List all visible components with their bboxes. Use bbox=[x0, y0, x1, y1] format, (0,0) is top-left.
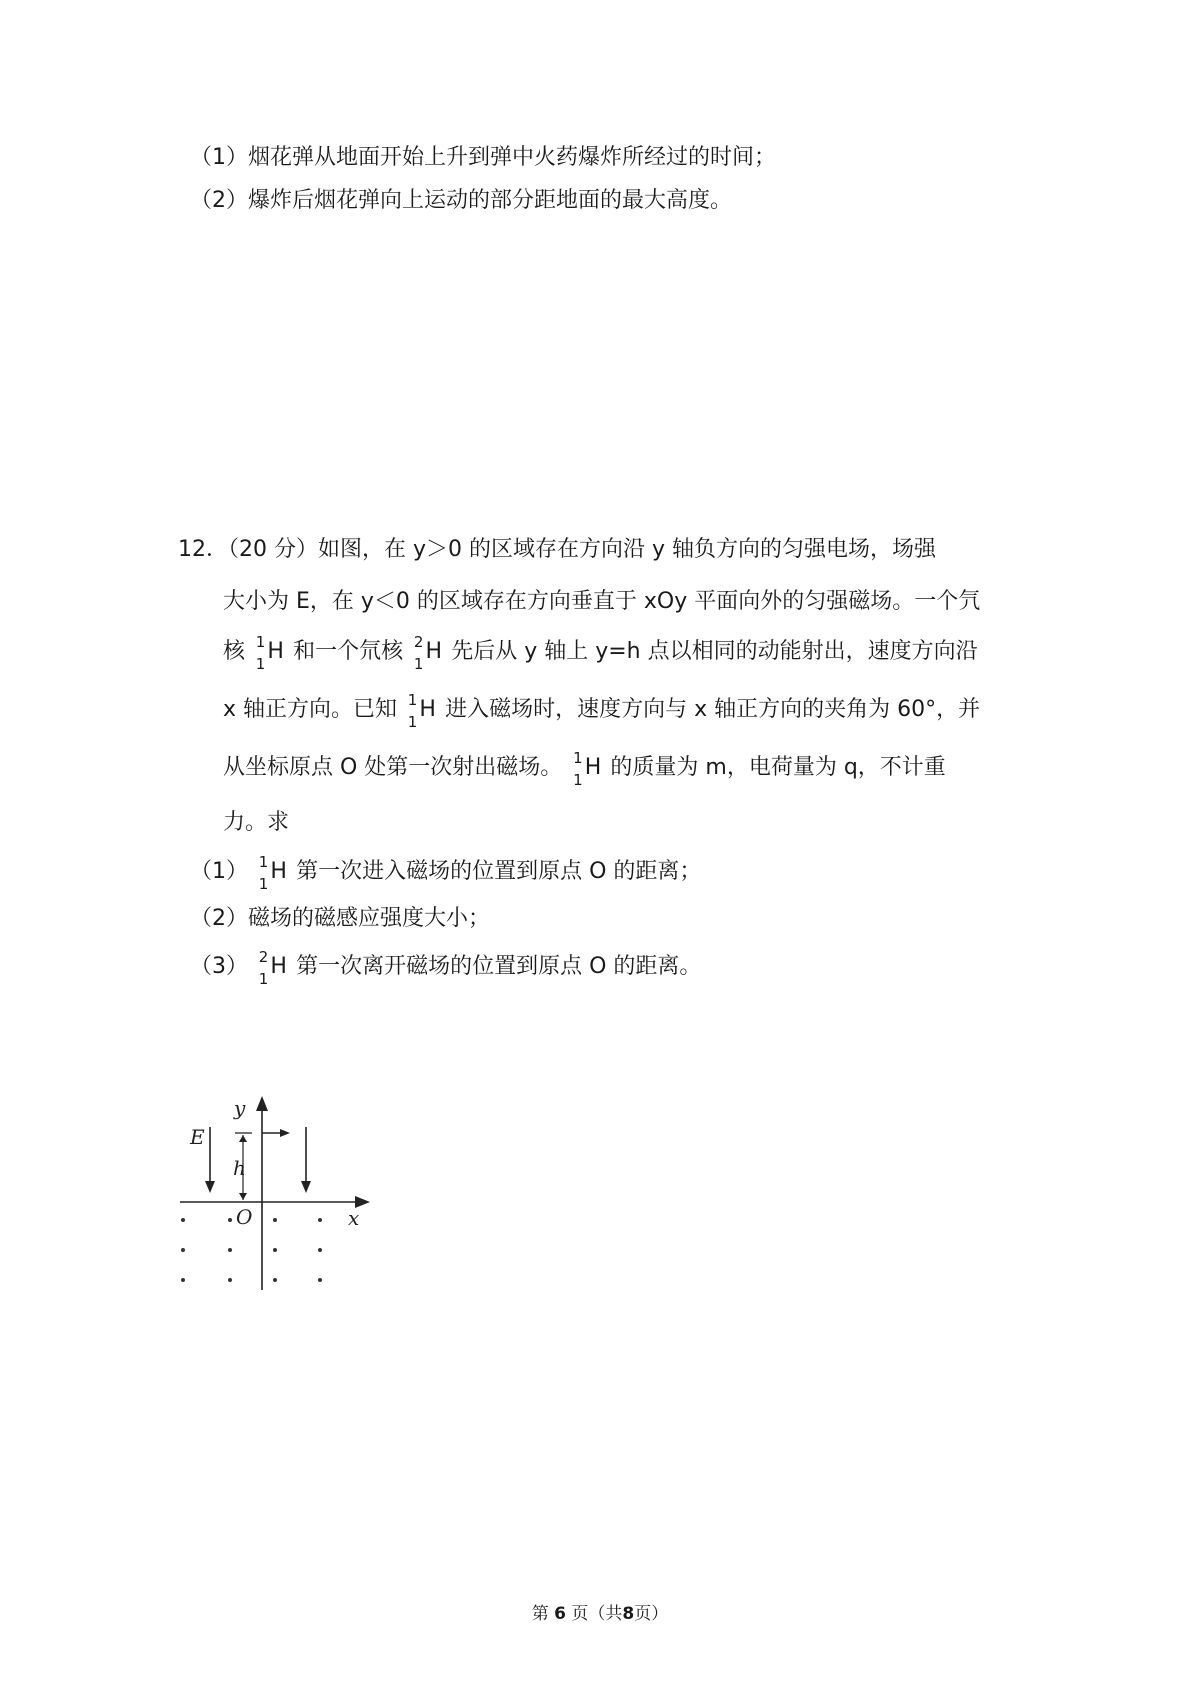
deuterium-symbol bbox=[255, 948, 289, 988]
prev-question-part2: （2）爆炸后烟花弹向上运动的部分距地面的最大高度。 bbox=[190, 188, 732, 213]
sub-question-number: （1） bbox=[190, 859, 248, 884]
b-field-dot bbox=[273, 1218, 277, 1222]
nuclide-mass-number: 2 bbox=[258, 948, 269, 966]
sub-question-3 bbox=[190, 948, 702, 988]
h-label: h bbox=[233, 1156, 246, 1180]
page-footer bbox=[0, 1602, 1200, 1626]
b-field-dot bbox=[228, 1248, 232, 1252]
question-text: 的质量为 m，电荷量为 q，不计重 bbox=[610, 755, 946, 780]
current-page-number: 6 bbox=[554, 1604, 566, 1624]
b-field-dot bbox=[318, 1248, 322, 1252]
question-text: 第一次进入磁场的位置到原点 O 的距离； bbox=[296, 859, 702, 884]
question-12-line2: 大小为 E，在 y＜0 的区域存在方向垂直于 xOy 平面向外的匀强磁场。一个氕 bbox=[223, 589, 981, 614]
footer-middle: 页（共 bbox=[571, 1604, 623, 1624]
question-12-line3 bbox=[223, 633, 978, 673]
field-arrow-right-head bbox=[301, 1181, 311, 1193]
question-text: 从坐标原点 O 处第一次射出磁场。 bbox=[223, 755, 563, 780]
deuterium-symbol bbox=[410, 633, 444, 673]
nuclide-mass-number: 1 bbox=[573, 749, 583, 767]
nuclide-mass-number: 1 bbox=[258, 853, 269, 871]
sub-question-1 bbox=[190, 853, 702, 893]
protium-symbol bbox=[404, 691, 438, 731]
total-page-count: 8 bbox=[622, 1604, 635, 1624]
nuclide-element: H bbox=[267, 639, 284, 664]
nuclide-element: H bbox=[584, 755, 602, 780]
nuclide-mass-number: 1 bbox=[407, 691, 418, 709]
field-arrow-left-head bbox=[205, 1181, 215, 1193]
question-text: x 轴正方向。已知 bbox=[223, 697, 398, 722]
b-field-dot bbox=[228, 1278, 232, 1282]
question-text: 进入磁场时，速度方向与 x 轴正方向的夹角为 60°，并 bbox=[445, 697, 981, 722]
question-12-line6: 力。求 bbox=[223, 810, 290, 835]
nuclide-element: H bbox=[270, 859, 287, 884]
nuclide-element: H bbox=[425, 639, 443, 664]
protium-symbol bbox=[252, 633, 286, 673]
y-axis-arrowhead bbox=[256, 1096, 268, 1111]
b-field-dot bbox=[318, 1278, 322, 1282]
b-field-dot bbox=[181, 1278, 185, 1282]
nuclide-mass-number: 1 bbox=[255, 633, 266, 651]
question-text: 第一次离开磁场的位置到原点 O 的距离。 bbox=[296, 954, 702, 979]
b-field-dot bbox=[181, 1248, 185, 1252]
nuclide-charge-number: 1 bbox=[407, 713, 418, 731]
footer-suffix: 页） bbox=[634, 1604, 669, 1624]
velocity-arrowhead bbox=[280, 1129, 290, 1137]
b-field-dot bbox=[273, 1278, 277, 1282]
e-field-label: E bbox=[190, 1125, 205, 1149]
protium-symbol bbox=[255, 853, 289, 893]
b-field-dot bbox=[318, 1218, 322, 1222]
question-text: 先后从 y 轴上 y=h 点以相同的动能射出，速度方向沿 bbox=[451, 639, 978, 664]
sub-question-number: （3） bbox=[190, 954, 248, 979]
question-text: 核 bbox=[223, 639, 246, 664]
h-dimension-arrow-up bbox=[239, 1135, 247, 1142]
sub-question-2: （2）磁场的磁感应强度大小； bbox=[190, 906, 490, 931]
y-axis-label: y bbox=[234, 1096, 246, 1120]
nuclide-charge-number: 1 bbox=[258, 970, 269, 988]
protium-symbol bbox=[569, 749, 603, 789]
b-field-dot bbox=[228, 1218, 232, 1222]
question-12-line4 bbox=[223, 691, 981, 731]
footer-prefix: 第 bbox=[531, 1604, 549, 1624]
nuclide-mass-number: 2 bbox=[413, 633, 424, 651]
b-field-dot bbox=[273, 1248, 277, 1252]
prev-question-part1: （1）烟花弹从地面开始上升到弹中火药爆炸所经过的时间； bbox=[190, 145, 776, 170]
x-axis-label: x bbox=[348, 1206, 360, 1230]
h-dimension-arrow-down bbox=[239, 1193, 247, 1200]
nuclide-charge-number: 1 bbox=[255, 655, 266, 673]
b-field-dot bbox=[181, 1218, 185, 1222]
question-text: 和一个氘核 bbox=[293, 639, 404, 664]
question-12-line5 bbox=[223, 749, 946, 789]
nuclide-charge-number: 1 bbox=[258, 875, 269, 893]
nuclide-charge-number: 1 bbox=[413, 655, 424, 673]
origin-label: O bbox=[236, 1205, 253, 1229]
question-12-line1: 12．（20 分）如图，在 y＞0 的区域存在方向沿 y 轴负方向的匀强电场，场强 bbox=[178, 537, 936, 562]
nuclide-element: H bbox=[419, 697, 436, 722]
nuclide-charge-number: 1 bbox=[573, 771, 583, 789]
field-diagram bbox=[180, 1087, 390, 1307]
nuclide-element: H bbox=[270, 954, 287, 979]
